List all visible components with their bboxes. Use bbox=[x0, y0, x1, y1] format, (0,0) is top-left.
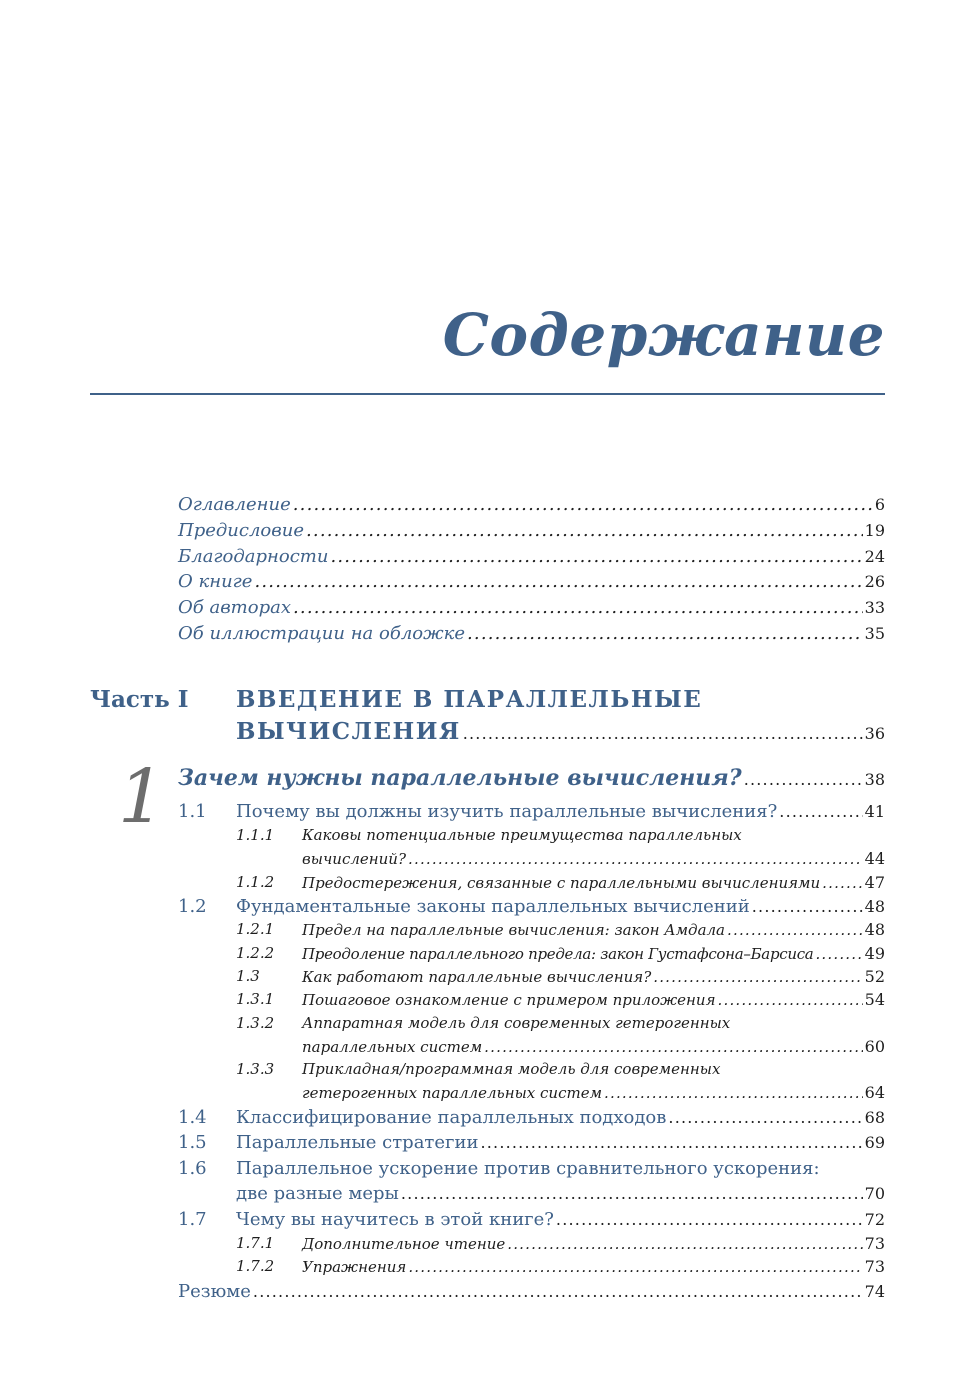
toc-entry-1-7-2[interactable] bbox=[302, 1257, 885, 1276]
page-number: 24 bbox=[864, 547, 885, 566]
title-rule bbox=[90, 393, 885, 395]
page-number: 48 bbox=[864, 897, 885, 916]
toc-entry-summary[interactable] bbox=[178, 1281, 885, 1302]
subsection-title: Пошаговое ознакомление с примером приложения bbox=[302, 991, 716, 1009]
subsection-title: гетерогенных параллельных систем bbox=[302, 1084, 603, 1102]
subsection-title: Упражнения bbox=[302, 1258, 407, 1276]
page-number: 38 bbox=[864, 770, 885, 789]
toc-entry-label: О книге bbox=[178, 571, 253, 592]
toc-entry-1-3-1[interactable] bbox=[302, 990, 885, 1009]
page-number: 49 bbox=[864, 944, 885, 963]
toc-entry-1-4[interactable] bbox=[236, 1107, 885, 1128]
dot-leader bbox=[463, 724, 863, 743]
toc-entry-1-3-2[interactable] bbox=[302, 1037, 885, 1056]
subsection-number: 1.7.1 bbox=[236, 1234, 275, 1252]
toc-entry-1-1-1[interactable] bbox=[302, 849, 885, 868]
toc-entry-label: Оглавление bbox=[178, 494, 291, 515]
section-number: 1.7 bbox=[178, 1209, 207, 1230]
dot-leader bbox=[727, 921, 863, 939]
dot-leader bbox=[556, 1210, 863, 1229]
page-title: Содержание bbox=[442, 301, 885, 369]
part-title-line1: ВВЕДЕНИЕ В ПАРАЛЛЕЛЬНЫЕ bbox=[236, 686, 703, 713]
page-number: 47 bbox=[864, 873, 885, 892]
dot-leader bbox=[815, 945, 862, 963]
toc-entry-1-3[interactable] bbox=[302, 967, 885, 986]
toc-entry-front-2[interactable] bbox=[178, 520, 885, 541]
page-number: 41 bbox=[864, 802, 885, 821]
dot-leader bbox=[718, 991, 863, 1009]
dot-leader bbox=[480, 1133, 862, 1152]
subsection-title-line1: Аппаратная модель для современных гетерогенных bbox=[302, 1014, 731, 1032]
page-number: 69 bbox=[864, 1133, 885, 1152]
section-title-line1: Параллельное ускорение против сравнительного ускорения: bbox=[236, 1158, 820, 1179]
toc-entry-front-4[interactable] bbox=[178, 571, 885, 592]
toc-entry-front-6[interactable] bbox=[178, 623, 885, 644]
dot-leader bbox=[653, 968, 862, 986]
toc-entry-1-3-3[interactable] bbox=[302, 1083, 885, 1102]
dot-leader bbox=[254, 571, 862, 592]
dot-leader bbox=[401, 1184, 863, 1203]
dot-leader bbox=[293, 494, 873, 515]
subsection-title-line1: Прикладная/программная модель для современных bbox=[302, 1060, 721, 1078]
page-number: 48 bbox=[864, 920, 885, 939]
page-number: 26 bbox=[864, 572, 885, 591]
toc-entry-1-7-1[interactable] bbox=[302, 1234, 885, 1253]
dot-leader bbox=[752, 897, 863, 916]
page-number: 44 bbox=[864, 849, 885, 868]
dot-leader bbox=[744, 770, 863, 789]
section-number: 1.5 bbox=[178, 1132, 207, 1153]
subsection-number: 1.3 bbox=[236, 967, 260, 985]
toc-entry-label: Благодарности bbox=[178, 546, 329, 567]
subsection-title-line1: Каковы потенциальные преимущества параллельных bbox=[302, 826, 742, 844]
dot-leader bbox=[408, 1258, 862, 1276]
dot-leader bbox=[484, 1038, 862, 1056]
toc-entry-label: Об иллюстрации на обложке bbox=[178, 623, 465, 644]
page-number: 64 bbox=[864, 1083, 885, 1102]
subsection-number: 1.3.1 bbox=[236, 990, 275, 1008]
dot-leader bbox=[253, 1282, 863, 1301]
subsection-title: Предел на параллельные вычисления: закон Амдала bbox=[302, 921, 726, 939]
section-title: Фундаментальные законы параллельных вычислений bbox=[236, 896, 750, 917]
page-number: 72 bbox=[864, 1210, 885, 1229]
page-number: 35 bbox=[864, 624, 885, 643]
subsection-title: параллельных систем bbox=[302, 1038, 483, 1056]
toc-entry-label: Предисловие bbox=[178, 520, 304, 541]
subsection-number: 1.7.2 bbox=[236, 1257, 275, 1275]
dot-leader bbox=[293, 597, 863, 618]
page-number: 19 bbox=[864, 521, 885, 540]
page-number: 73 bbox=[864, 1257, 885, 1276]
page-number: 52 bbox=[864, 967, 885, 986]
subsection-number: 1.3.3 bbox=[236, 1060, 275, 1078]
toc-entry-front-3[interactable] bbox=[178, 546, 885, 567]
dot-leader bbox=[408, 850, 863, 868]
toc-entry-1-5[interactable] bbox=[236, 1132, 885, 1153]
subsection-number: 1.1.2 bbox=[236, 873, 275, 891]
section-title: Почему вы должны изучить параллельные вычисления? bbox=[236, 801, 778, 822]
page-number: 70 bbox=[864, 1184, 885, 1203]
chapter-title: Зачем нужны параллельные вычисления? bbox=[178, 765, 742, 791]
section-title: две разные меры bbox=[236, 1183, 399, 1204]
part-label: Часть I bbox=[90, 686, 189, 713]
dot-leader bbox=[467, 623, 863, 644]
page-number: 54 bbox=[864, 990, 885, 1009]
toc-entry-1-1-2[interactable] bbox=[302, 873, 885, 892]
subsection-number: 1.2.2 bbox=[236, 944, 275, 962]
section-number: 1.4 bbox=[178, 1107, 207, 1128]
page-number: 73 bbox=[864, 1234, 885, 1253]
subsection-number: 1.1.1 bbox=[236, 826, 275, 844]
toc-entry-front-5[interactable] bbox=[178, 597, 885, 618]
subsection-title: Предостережения, связанные с параллельными вычислениями bbox=[302, 874, 821, 892]
dot-leader bbox=[668, 1108, 862, 1127]
page-number: 33 bbox=[864, 598, 885, 617]
dot-leader bbox=[779, 802, 862, 821]
subsection-title: вычислений? bbox=[302, 850, 407, 868]
section-title: Параллельные стратегии bbox=[236, 1132, 479, 1153]
toc-entry-front-1[interactable] bbox=[178, 494, 885, 515]
summary-title: Резюме bbox=[178, 1281, 251, 1302]
page-number: 36 bbox=[864, 724, 885, 743]
subsection-title: Дополнительное чтение bbox=[302, 1235, 506, 1253]
section-title: Чему вы научитесь в этой книге? bbox=[236, 1209, 554, 1230]
dot-leader bbox=[306, 520, 863, 541]
section-title: Классифицирование параллельных подходов bbox=[236, 1107, 667, 1128]
dot-leader bbox=[822, 874, 863, 892]
toc-entry-1-2-2[interactable] bbox=[302, 944, 885, 963]
section-number: 1.1 bbox=[178, 801, 207, 822]
dot-leader bbox=[330, 546, 862, 567]
chapter-number: 1 bbox=[118, 754, 166, 840]
toc-entry-1-6[interactable] bbox=[236, 1183, 885, 1204]
subsection-title: Преодоление параллельного предела: закон Густафсона–Барсиса bbox=[302, 945, 814, 963]
toc-entry-1-2[interactable] bbox=[236, 896, 885, 917]
section-number: 1.6 bbox=[178, 1158, 207, 1179]
part-title-line2: ВЫЧИСЛЕНИЯ bbox=[236, 718, 461, 745]
page-number: 60 bbox=[864, 1037, 885, 1056]
toc-entry-1-7[interactable] bbox=[236, 1209, 885, 1230]
section-number: 1.2 bbox=[178, 896, 207, 917]
subsection-title: Как работают параллельные вычисления? bbox=[302, 968, 652, 986]
toc-entry-1-1[interactable] bbox=[236, 801, 885, 822]
toc-entry-chapter-1[interactable] bbox=[178, 765, 885, 791]
toc-entry-label: Об авторах bbox=[178, 597, 291, 618]
subsection-number: 1.2.1 bbox=[236, 920, 275, 938]
dot-leader bbox=[604, 1084, 863, 1102]
toc-entry-1-2-1[interactable] bbox=[302, 920, 885, 939]
dot-leader bbox=[507, 1235, 862, 1253]
toc-entry-part[interactable] bbox=[236, 718, 885, 745]
subsection-number: 1.3.2 bbox=[236, 1014, 275, 1032]
page-number: 74 bbox=[864, 1282, 885, 1301]
page-number: 68 bbox=[864, 1108, 885, 1127]
page-number: 6 bbox=[874, 495, 885, 514]
